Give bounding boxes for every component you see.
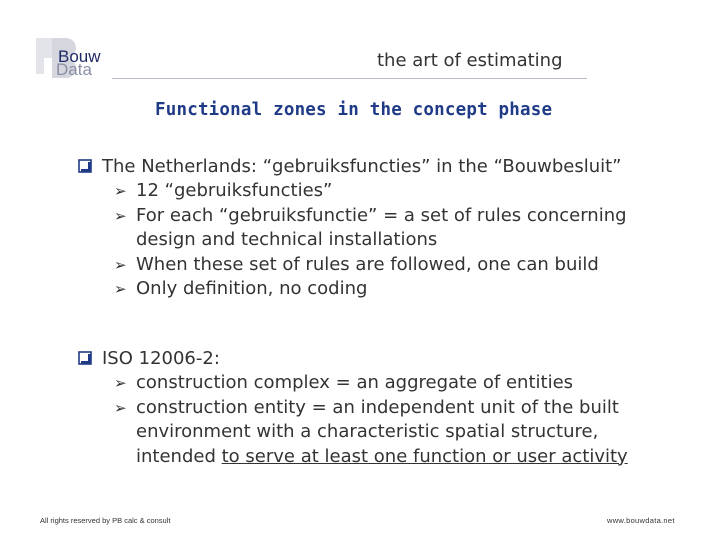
footer-website: www.bouwdata.net <box>607 516 675 525</box>
sub-item <box>78 277 627 302</box>
sub-item <box>78 253 627 278</box>
square-bullet-icon <box>78 351 92 365</box>
arrow-bullet-icon: ➢ <box>114 280 127 298</box>
sub-item-text: construction complex = an aggregate of entities <box>136 372 574 393</box>
sub-item-text: For each “gebruiksfunctie” = a set of rules concerning <box>136 204 627 226</box>
slide-title: Functional zones in the concept phase <box>155 100 553 120</box>
logo-text-bouw: Bouw <box>58 47 101 66</box>
bullet-text: The Netherlands: “gebruiksfuncties” in the “Bouwbesluit” <box>102 155 622 177</box>
sub-item <box>78 179 627 204</box>
sub-item-text: When these set of rules are followed, one can build <box>136 253 599 275</box>
sub-item-text-continued: environment with a characteristic spatial structure, <box>136 421 599 442</box>
sub-item-text-plain: intended <box>136 445 222 467</box>
sub-item-text-continued <box>136 445 628 470</box>
sub-item <box>78 396 628 470</box>
arrow-bullet-icon: ➢ <box>114 374 127 392</box>
arrow-bullet-icon: ➢ <box>114 255 127 274</box>
bullet-item <box>78 153 627 179</box>
logo <box>30 34 120 82</box>
sub-item <box>78 204 627 253</box>
sub-item-text: Only definition, no coding <box>136 278 368 299</box>
footer-copyright: All rights reserved by PB calc & consult <box>40 516 171 525</box>
square-bullet-icon <box>78 159 92 173</box>
sub-item-text: construction entity = an independent unit of the built <box>136 396 619 418</box>
header-divider <box>112 78 587 79</box>
bullet-text: ISO 12006-2: <box>102 347 220 369</box>
section-iso <box>78 345 628 469</box>
sub-item <box>78 371 628 396</box>
tagline: the art of estimating <box>377 50 563 71</box>
arrow-bullet-icon: ➢ <box>114 398 127 417</box>
arrow-bullet-icon: ➢ <box>114 182 127 200</box>
logo-text-data: Data <box>56 60 92 79</box>
arrow-bullet-icon: ➢ <box>114 206 127 225</box>
sub-item-text-underlined: to serve at least one function or user activity <box>221 445 628 467</box>
bullet-item <box>78 345 628 371</box>
sub-item-text-continued: design and technical installations <box>136 229 438 250</box>
section-netherlands <box>78 153 627 302</box>
sub-item-text: 12 “gebruiksfuncties” <box>136 180 333 201</box>
